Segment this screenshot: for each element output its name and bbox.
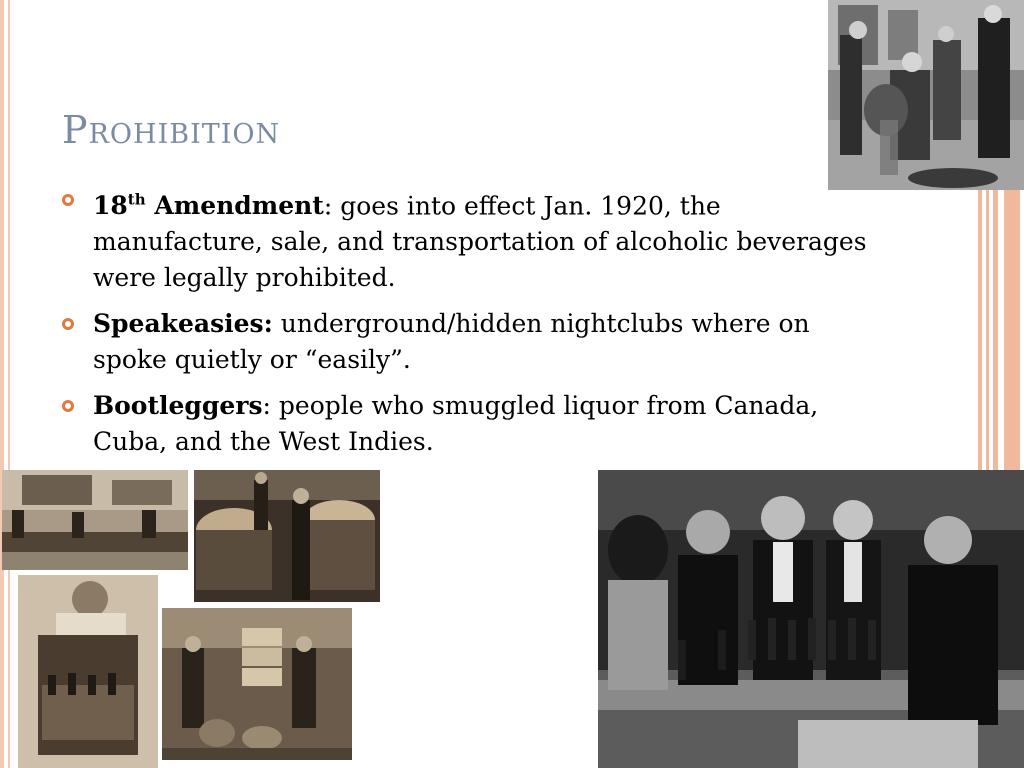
- slide-title: Prohibition: [62, 108, 281, 152]
- bullet-list: [62, 182, 882, 470]
- bullet-text: goes into effect Jan. 1920, the manufacture, sale, and transportation of alcoholic beverages were legally prohibited.: [93, 191, 867, 293]
- bullet-speakeasies: [62, 306, 882, 378]
- bullet-18th-amendment: 18th Amendment: goes into effect Jan. 1920, the manufacture, sale, and transportation of alcoholic beverages were legally prohibited.: [62, 182, 882, 296]
- bullet-bootleggers: Bootleggers: people who smuggled liquor from Canada, Cuba, and the West Indies.: [62, 388, 882, 460]
- bootlegger-vest-photo: [18, 575, 158, 768]
- left-decor-stripe-thin: [8, 0, 10, 768]
- bullet-icon: [62, 318, 74, 330]
- bullet-text: underground/hidden nightclubs where on spoke quietly or “easily”.: [93, 309, 810, 375]
- men-pouring-liquor-into-sewer-photo: [828, 0, 1024, 190]
- speakeasy-bar-photo: [598, 470, 1024, 768]
- bullet-icon: [62, 194, 74, 206]
- boat-smuggling-photo: [2, 470, 188, 570]
- barrels-of-bottles-photo: [194, 470, 380, 602]
- bullet-term: Speakeasies:: [93, 309, 273, 339]
- bullet-text: people who smuggled liquor from Canada, Cuba, and the West Indies.: [93, 391, 819, 457]
- bullet-term: 18th Amendment: [93, 191, 324, 221]
- confiscated-crates-photo: [162, 608, 352, 760]
- bullet-term: Bootleggers: [93, 391, 263, 421]
- bullet-icon: [62, 400, 74, 412]
- left-decor-stripe: [0, 0, 4, 768]
